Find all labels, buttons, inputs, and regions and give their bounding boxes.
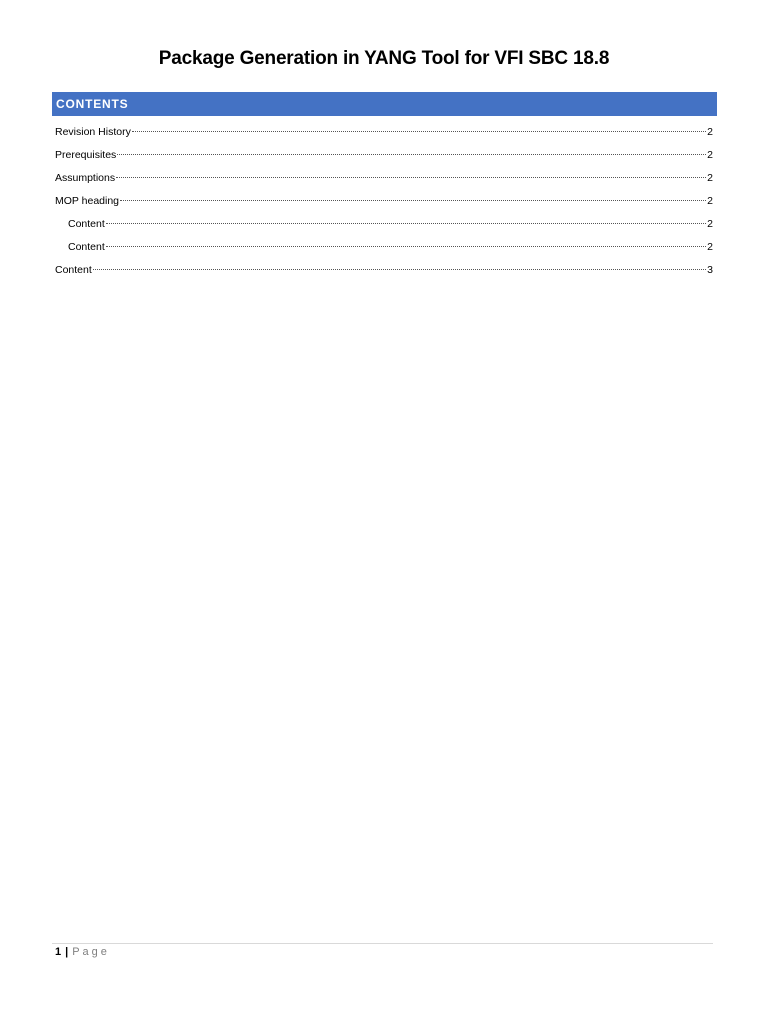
- toc-entry-label: Content: [55, 264, 92, 276]
- toc-dot-leader: [106, 223, 706, 224]
- footer-page-word: Page: [72, 946, 110, 958]
- footer-separator: |: [65, 946, 69, 958]
- contents-heading: CONTENTS: [56, 97, 129, 111]
- toc-entry-label: MOP heading: [55, 195, 120, 207]
- toc-entry-page: 2: [707, 126, 713, 138]
- toc-dot-leader: [132, 131, 706, 132]
- footer-divider: [52, 943, 713, 944]
- table-of-contents: [55, 124, 713, 285]
- toc-entry-page: 2: [707, 218, 713, 230]
- toc-entry[interactable]: [55, 124, 713, 147]
- toc-dot-leader: [106, 246, 706, 247]
- toc-dot-leader: [117, 154, 706, 155]
- toc-dot-leader: [116, 177, 706, 178]
- toc-entry[interactable]: [55, 170, 713, 193]
- toc-entry-label: Revision History: [55, 126, 131, 138]
- toc-entry[interactable]: [55, 262, 713, 285]
- toc-entry[interactable]: [55, 239, 713, 262]
- contents-heading-bar: [52, 92, 717, 116]
- toc-entry[interactable]: [55, 216, 713, 239]
- toc-entry[interactable]: [55, 147, 713, 170]
- toc-entry-page: 3: [707, 264, 713, 276]
- toc-dot-leader: [93, 269, 706, 270]
- toc-dot-leader: [120, 200, 706, 201]
- toc-entry-label: Assumptions: [55, 172, 116, 184]
- toc-entry-label: Content: [68, 241, 105, 253]
- toc-entry[interactable]: [55, 193, 713, 216]
- toc-entry-page: 2: [707, 241, 713, 253]
- document-title: Package Generation in YANG Tool for VFI SBC 18.8: [158, 48, 610, 69]
- toc-entry-label: Content: [68, 218, 105, 230]
- footer-page-number: 1: [55, 946, 62, 958]
- toc-entry-label: Prerequisites: [55, 149, 117, 161]
- toc-entry-page: 2: [707, 172, 713, 184]
- toc-entry-page: 2: [707, 195, 713, 207]
- toc-entry-page: 2: [707, 149, 713, 161]
- page-footer: [55, 946, 110, 958]
